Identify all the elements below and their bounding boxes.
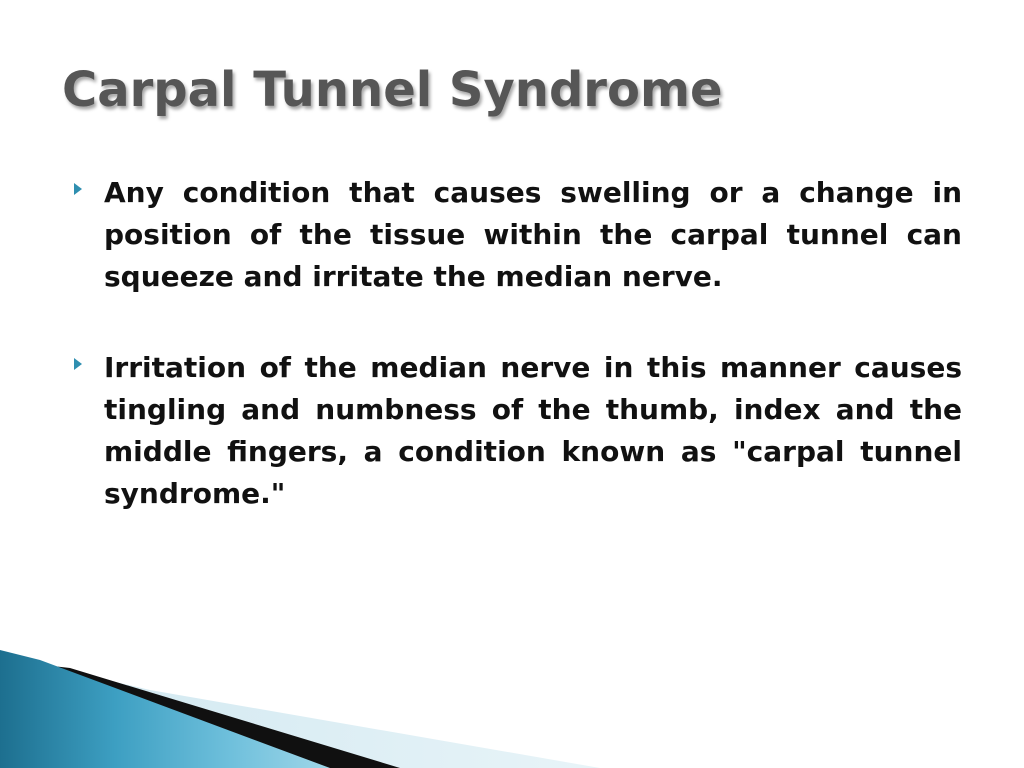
blue-wedge-shape [0,650,330,768]
bullet-item [74,172,962,298]
triangle-right-icon [74,183,82,195]
bullet-text: Any condition that causes swelling or a change in position of the tissue within the carpal tunnel can squeeze and irritate the median nerve. [104,176,962,293]
bullet-item [74,347,962,515]
triangle-right-icon [74,358,82,370]
bullet-text: Irritation of the median nerve in this manner causes tingling and numbness of the thumb, index and the middle fingers, a condition known as "carpal tunnel syndrome." [104,351,962,510]
bullet-list [74,172,962,564]
slide-title: Carpal Tunnel Syndrome [62,62,723,118]
pale-band-shape [0,655,600,768]
dark-stripe-shape [0,660,400,768]
